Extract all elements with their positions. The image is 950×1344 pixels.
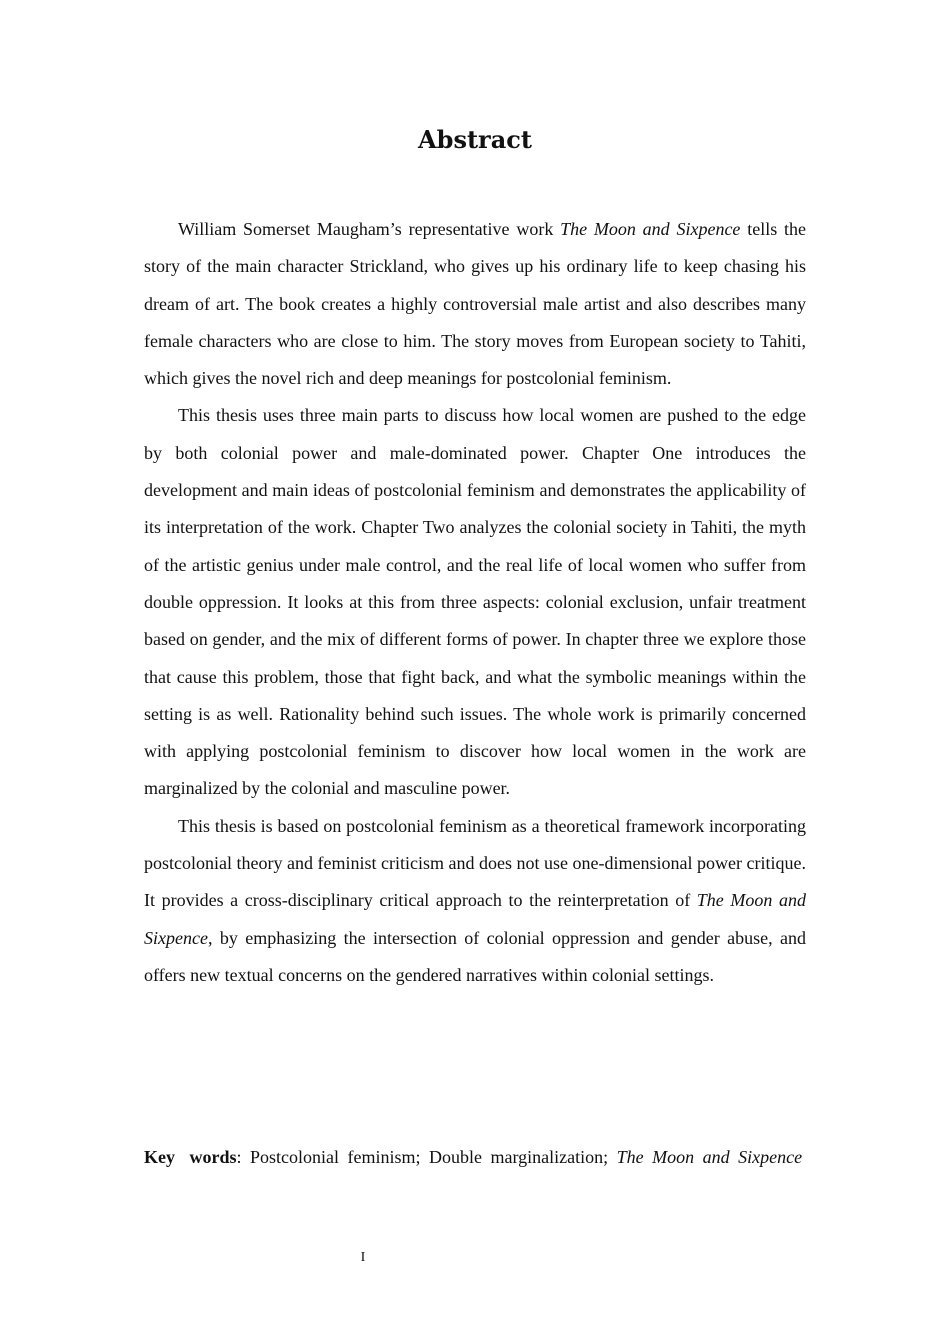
paragraph-1-text-a: William Somerset Maugham’s representative work [178, 219, 561, 239]
paragraph-3-text-c: , by emphasizing the intersection of colonial oppression and gender abuse, and offers new textual concerns on the gendered narratives within colonial settings. [144, 927, 806, 985]
paragraph-1-book-title: The Moon and Sixpence [560, 219, 741, 239]
abstract-title: Abstract [418, 125, 532, 154]
keywords-label: Key words [144, 1147, 237, 1167]
paragraph-3-text-a: This thesis is based on postcolonial feminism as a theoretical framework incorporating postcolonial theory and feminist criticism and does not use one-dimensional power critique. It provides a cross-disciplinary critical approach to the reinterpretation of [144, 815, 806, 911]
page-number: I [360, 1250, 366, 1265]
paragraph-2-text: This thesis uses three main parts to discuss how local women are pushed to the edge by both colonial power and male-dominated power. Chapter One introduces the development and main ideas of postcolonial feminism and demonstrates the applicability of its interpretation of the work. Chapter Two analyzes the colonial society in Tahiti, the myth of the artistic genius under male control, and the real life of local women who suffer from double oppression. It looks at this from three aspects: colonial exclusion, unfair treatment based on gender, and the mix of different forms of power. In chapter three we explore those that cause this problem, those that fight back, and what the symbolic meanings within the setting is as well. Rationality behind such issues. The whole work is primarily concerned with applying postcolonial feminism to discover how local women in the work are marginalized by the colonial and masculine power. [144, 405, 806, 799]
abstract-paragraph-1 [144, 211, 806, 397]
paragraph-3-book-title: The Moon and Sixpence [144, 890, 806, 948]
keywords-plain: Postcolonial feminism; Double marginalization; [241, 1147, 617, 1167]
keywords-items [242, 1147, 803, 1167]
keywords-separator: : [236, 1147, 242, 1167]
keywords-line [144, 1139, 806, 1176]
keywords-book-title: The Moon and Sixpence [616, 1147, 803, 1167]
abstract-paragraph-3 [144, 808, 806, 994]
abstract-paragraph-2 [144, 397, 806, 807]
paragraph-1-text-c: tells the story of the main character Strickland, who gives up his ordinary life to keep chasing his dream of art. The book creates a highly controversial male artist and also describes many female characters who are close to him. The story moves from European society to Tahiti, which gives the novel rich and deep meanings for postcolonial feminism. [144, 219, 806, 389]
abstract-body [144, 211, 806, 994]
